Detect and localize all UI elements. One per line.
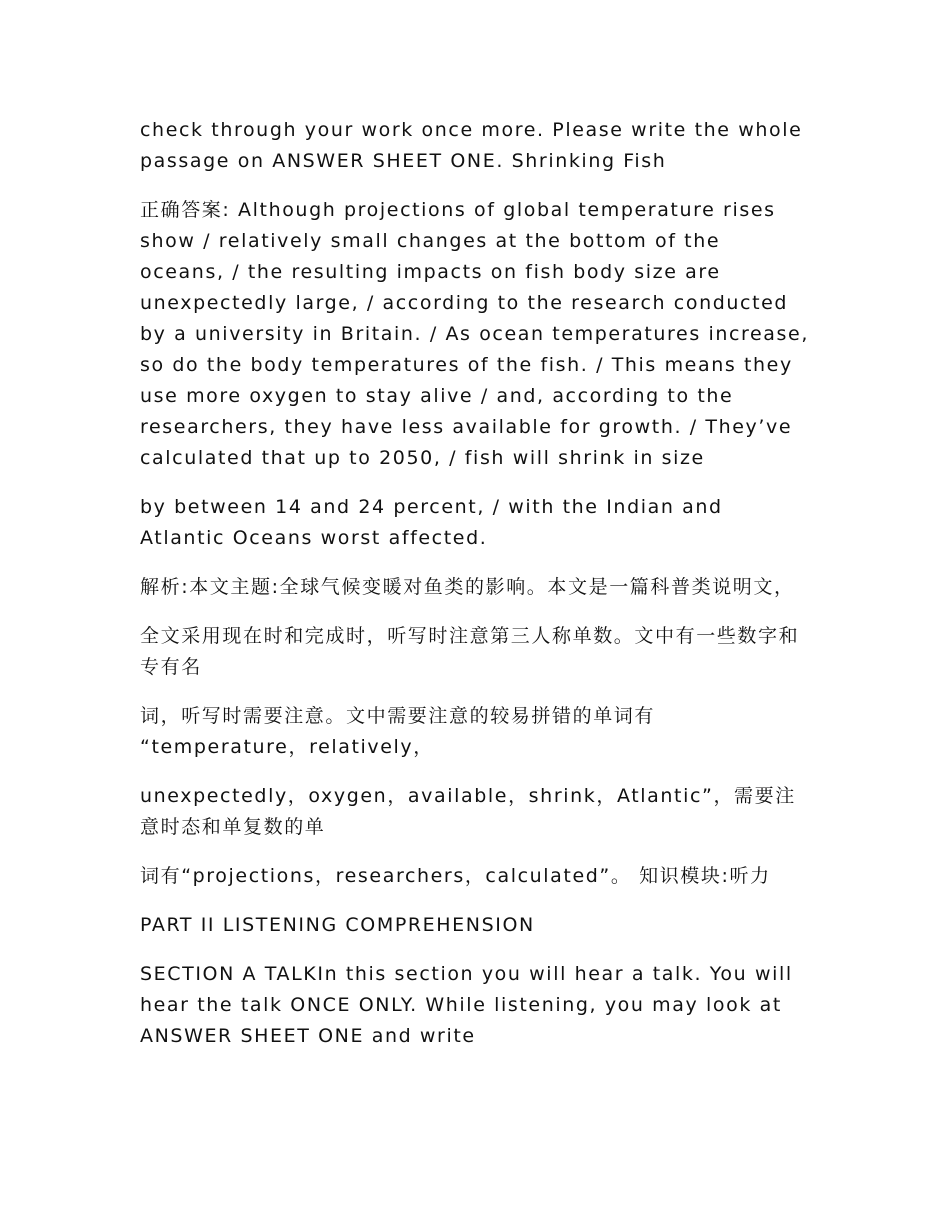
analysis-paragraph xyxy=(140,781,820,843)
text-line: check through your work once more. Please write the whole xyxy=(140,119,803,141)
text-line: 词，听写时需要注意。文中需要注意的较易拼错的单词有 xyxy=(140,705,656,727)
text-line: 正确答案: Although projections of global temperature rises xyxy=(140,199,776,221)
text-line: unexpectedly，oxygen，available，shrink，Atlantic”，需要注 xyxy=(140,785,796,807)
analysis-paragraph xyxy=(140,572,820,603)
instruction-paragraph xyxy=(140,115,820,177)
text-line: 解析:本文主题:全球气候变暖对鱼类的影响。本文是一篇科普类说明文， xyxy=(140,576,795,598)
section-instruction-paragraph xyxy=(140,959,820,1052)
text-line: ANSWER SHEET ONE and write xyxy=(140,1025,476,1047)
part-heading xyxy=(140,910,820,941)
text-line: 专有名 xyxy=(140,656,202,678)
text-line: use more oxygen to stay alive / and, according to the xyxy=(140,385,734,407)
text-line: oceans, / the resulting impacts on fish body size are xyxy=(140,261,721,283)
answer-paragraph xyxy=(140,195,820,474)
document-body xyxy=(140,115,820,1070)
text-line: by between 14 and 24 percent, / with the Indian and xyxy=(140,496,723,518)
analysis-paragraph xyxy=(140,621,820,683)
text-line: by a university in Britain. / As ocean temperatures increase, xyxy=(140,323,809,345)
text-line: 全文采用现在时和完成时，听写时注意第三人称单数。文中有一些数字和 xyxy=(140,625,800,647)
text-line: Atlantic Oceans worst affected. xyxy=(140,527,488,549)
text-line: 意时态和单复数的单 xyxy=(140,816,326,838)
text-line: PART II LISTENING COMPREHENSION xyxy=(140,914,535,936)
analysis-paragraph xyxy=(140,701,820,763)
text-line: unexpectedly large, / according to the research conducted xyxy=(140,292,789,314)
text-line: 词有“projections，researchers，calculated”。 知识模块:听力 xyxy=(140,865,771,887)
answer-continuation-paragraph xyxy=(140,492,820,554)
text-line: researchers, they have less available for growth. / They’ve xyxy=(140,416,793,438)
analysis-paragraph xyxy=(140,861,820,892)
text-line: SECTION A TALKIn this section you will hear a talk. You will xyxy=(140,963,793,985)
text-line: show / relatively small changes at the bottom of the xyxy=(140,230,721,252)
text-line: so do the body temperatures of the fish. / This means they xyxy=(140,354,793,376)
text-line: hear the talk ONCE ONLY. While listening, you may look at xyxy=(140,994,782,1016)
text-line: “temperature，relatively， xyxy=(140,736,434,758)
text-line: calculated that up to 2050, / fish will shrink in size xyxy=(140,447,705,469)
text-line: passage on ANSWER SHEET ONE. Shrinking Fish xyxy=(140,150,667,172)
